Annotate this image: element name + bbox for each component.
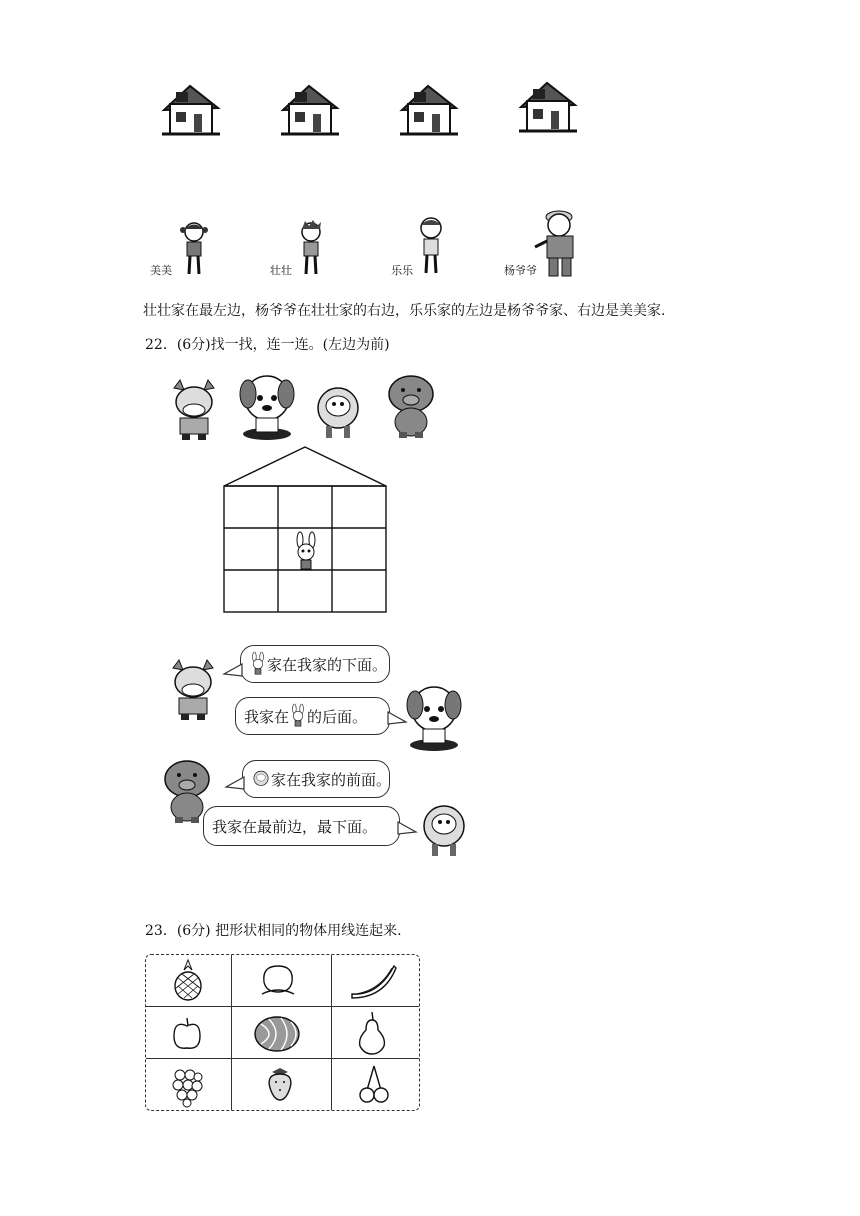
boy-lele-figure bbox=[413, 215, 449, 277]
house-4 bbox=[517, 77, 579, 135]
rabbit-icon bbox=[249, 652, 267, 676]
cow-icon bbox=[166, 378, 222, 442]
kid-label-meimei: 美美 bbox=[150, 264, 172, 277]
watermelon-icon bbox=[253, 1014, 301, 1054]
banana-icon bbox=[348, 960, 400, 1000]
pineapple-icon bbox=[170, 958, 206, 1002]
rabbit-icon bbox=[289, 704, 307, 728]
kid-label-lele: 乐乐 bbox=[391, 264, 413, 277]
table-divider bbox=[146, 1006, 419, 1007]
house-2 bbox=[279, 80, 341, 138]
cow-icon-speaker bbox=[165, 658, 221, 722]
sheep-icon bbox=[310, 382, 366, 442]
peach-icon bbox=[258, 962, 298, 998]
sheep-icon-speaker bbox=[416, 800, 472, 860]
bubble-dog-text-after: 的后面 bbox=[307, 707, 353, 726]
house-grid bbox=[222, 446, 388, 616]
kid-label-zhuangzhuang: 壮壮 bbox=[270, 264, 292, 277]
bubble-pig-text: 家在我家的前面 bbox=[271, 770, 377, 789]
speech-bubble-dog bbox=[235, 697, 390, 735]
table-divider bbox=[146, 1058, 419, 1059]
sheep-icon bbox=[251, 769, 271, 789]
pig-icon bbox=[381, 370, 441, 440]
dog-icon-speaker bbox=[403, 683, 465, 753]
boy-zhuangzhuang-figure bbox=[293, 220, 329, 278]
house-3 bbox=[398, 80, 460, 138]
bubble-tail bbox=[398, 822, 416, 836]
apple-icon bbox=[170, 1014, 204, 1052]
strawberry-icon bbox=[266, 1066, 294, 1102]
q21-statement: 壮壮家在最左边，杨爷爷在壮壮家的右边，乐乐家的左边是杨爷爷家、右边是美美家. bbox=[143, 303, 666, 319]
dog-icon bbox=[236, 372, 298, 442]
bubble-sheep-text: 我家在最前边，最下面 bbox=[212, 817, 363, 836]
bubble-dog-text-before: 我家在 bbox=[244, 707, 290, 726]
table-divider bbox=[231, 955, 232, 1110]
q22-title: 22．(6分)找一找，连一连。(左边为前) bbox=[145, 337, 390, 353]
bubble-dog-end-mark: 。 bbox=[352, 707, 368, 726]
pear-icon bbox=[356, 1010, 388, 1056]
bubble-tail bbox=[226, 777, 244, 791]
rabbit-icon bbox=[291, 532, 321, 572]
bubble-cow-end-mark: 。 bbox=[372, 655, 388, 674]
speech-bubble-cow bbox=[240, 645, 390, 683]
girl-figure bbox=[174, 220, 214, 278]
table-divider bbox=[331, 955, 332, 1110]
grapes-icon bbox=[170, 1061, 204, 1107]
bubble-pig-end-mark: 。 bbox=[376, 770, 392, 789]
speech-bubble-pig bbox=[242, 760, 390, 798]
cherries-icon bbox=[358, 1064, 390, 1104]
bubble-tail bbox=[224, 664, 242, 678]
bubble-sheep-end-mark: 。 bbox=[362, 817, 378, 836]
bubble-cow-text: 家在我家的下面 bbox=[267, 655, 373, 674]
kid-label-grandpa-yang: 杨爷爷 bbox=[504, 264, 537, 277]
house-1 bbox=[160, 80, 222, 138]
grandpa-yang-figure bbox=[533, 205, 589, 279]
speech-bubble-sheep bbox=[203, 806, 400, 846]
q23-title: 23．(6分) 把形状相同的物体用线连起来. bbox=[145, 923, 402, 939]
